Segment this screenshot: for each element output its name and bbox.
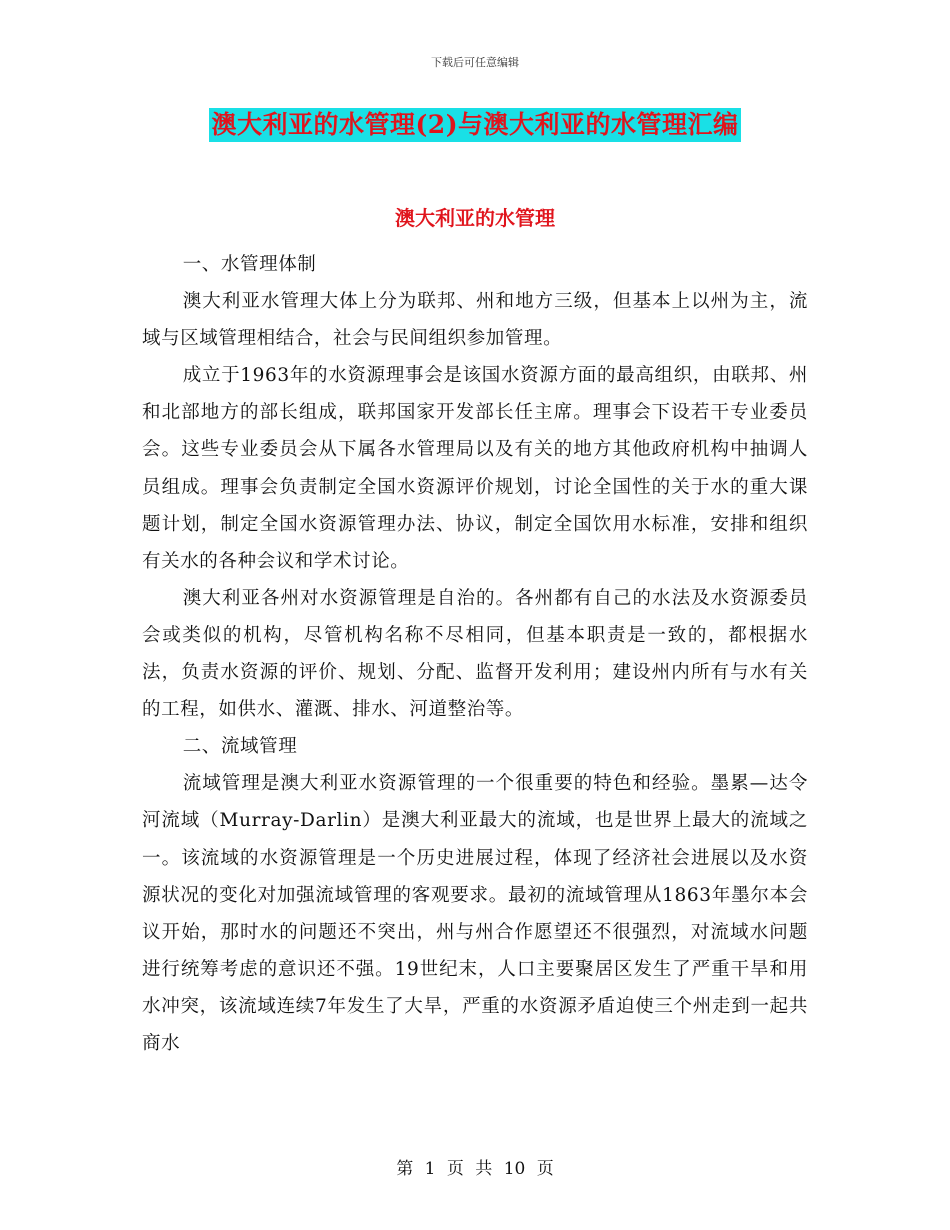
section-title: 澳大利亚的水管理 xyxy=(395,206,555,230)
paragraph: 澳大利亚水管理大体上分为联邦、州和地方三级，但基本上以州为主，流域与区域管理相结合，社会与民间组织参加管理。 xyxy=(142,291,808,350)
heading-water-management-system: 一、水管理体制 xyxy=(182,254,317,275)
paragraph: 澳大利亚各州对水资源管理是自治的。各州都有自己的水法及水资源委员会或类似的机构，尽管机构名称不尽相同，但基本职责是一致的，都根据水法，负责水资源的评价、规划、分配、监督开发利用；建设州内所有与水有关的工程，如供水、灌溉、排水、河道整治等。 xyxy=(142,587,808,721)
paragraph: 成立于1963年的水资源理事会是该国水资源方面的最高组织，由联邦、州和北部地方的部长组成，联邦国家开发部长任主席。理事会下设若干专业委员会。这些专业委员会从下属各水管理局以及有关的地方其他政府机构中抽调人员组成。理事会负责制定全国水资源评价规划，讨论全国性的关于水的重大课题计划，制定全国水资源管理办法、协议，制定全国饮用水标准，安排和组织有关水的各种会议和学术讨论。 xyxy=(142,365,808,572)
body-text xyxy=(142,246,808,1062)
page-footer: 第 1 页 共 10 页 xyxy=(396,1159,554,1179)
header-note: 下载后可任意编辑 xyxy=(431,56,519,69)
main-title-text: 澳大利亚的水管理(2)与澳大利亚的水管理汇编 xyxy=(209,108,740,142)
paragraph: 流域管理是澳大利亚水资源管理的一个很重要的特色和经验。墨累—达令河流域（Murray-Darlin）是澳大利亚最大的流域，也是世界上最大的流域之一。该流域的水资源管理是一个历史进展过程，体现了经济社会进展以及水资源状况的变化对加强流域管理的客观要求。最初的流域管理从1863年墨尔本会议开始，那时水的问题还不突出，州与州合作愿望还不很强烈，对流域水问题进行统筹考虑的意识还不强。19世纪末，人口主要聚居区发生了严重干旱和用水冲突，该流域连续7年发生了大旱，严重的水资源矛盾迫使三个州走到一起共商水 xyxy=(142,773,808,1054)
heading-basin-management: 二、流域管理 xyxy=(182,736,298,758)
main-title xyxy=(0,108,950,142)
